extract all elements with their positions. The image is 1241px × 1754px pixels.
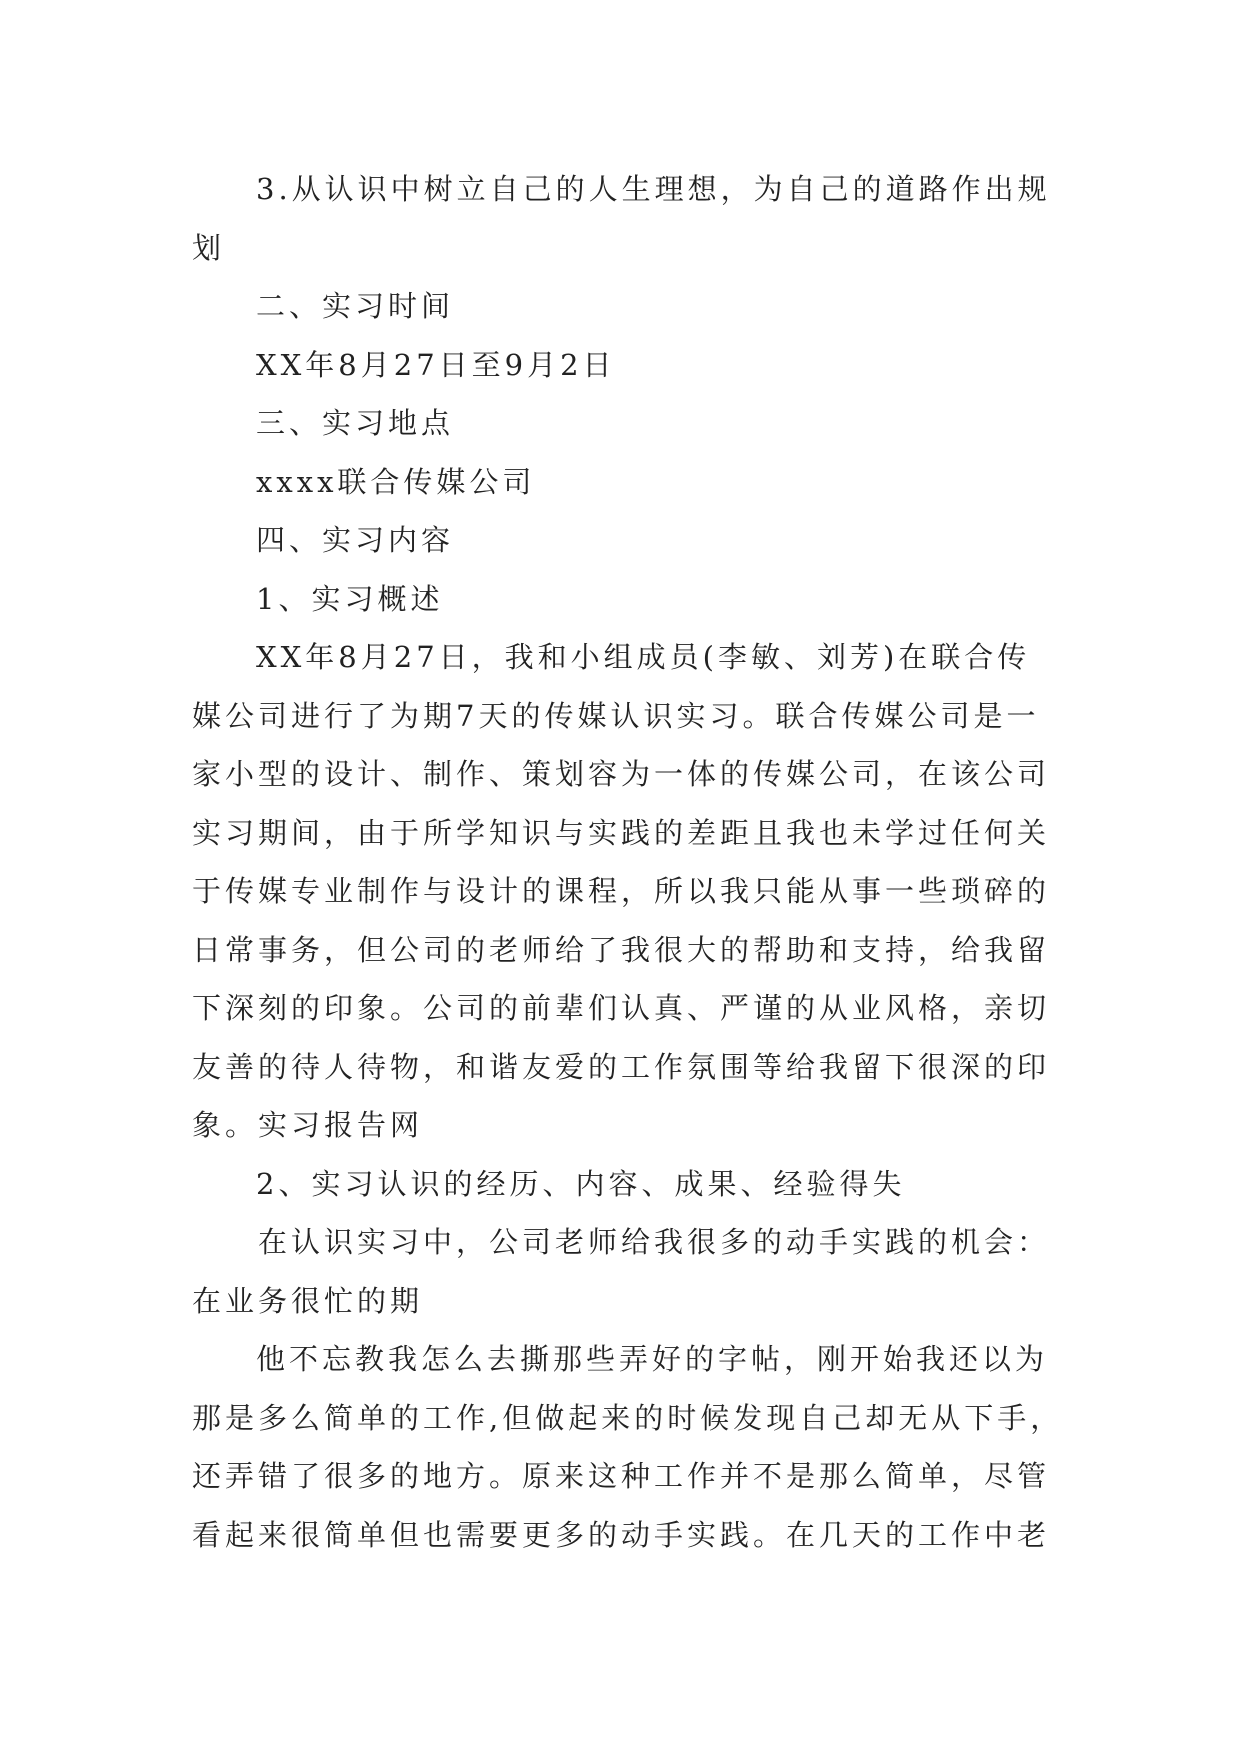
paragraph-line: 实习期间，由于所学知识与实践的差距且我也未学过任何关: [192, 815, 1051, 850]
paragraph-line: 媒公司进行了为期7天的传媒认识实习。联合传媒公司是一: [192, 698, 1040, 733]
paragraph-line: 象。实习报告网: [192, 1108, 424, 1142]
paragraph-line: 家小型的设计、制作、策划容为一体的传媒公司，在该公司: [192, 757, 1051, 791]
paragraph-line: 在认识实习中，公司老师给我很多的动手实践的机会：: [258, 1225, 1051, 1259]
document-body: [192, 160, 1064, 1564]
paragraph-line: 在业务很忙的期: [192, 1283, 424, 1318]
paragraph-line: XX年8月27日，我和小组成员(李敏、刘芳)在联合传: [256, 640, 1031, 674]
paragraph-line: 看起来很简单但也需要更多的动手实践。在几天的工作中老: [192, 1517, 1051, 1552]
section-place-heading: 三、实习地点: [256, 406, 455, 440]
paragraph-line: 日常事务，但公司的老师给了我很大的帮助和支持，给我留: [192, 932, 1051, 967]
section-time-value: XX年8月27日至9月2日: [256, 347, 616, 382]
paragraph-line: 他不忘教我怎么去撕那些弄好的字帖，刚开始我还以为: [256, 1342, 1049, 1376]
item3-line1: 3.从认识中树立自己的人生理想，为自己的道路作出规: [256, 172, 1051, 206]
paragraph-line: 还弄错了很多的地方。原来这种工作并不是那么简单，尽管: [192, 1459, 1051, 1493]
subsection-experience-heading: 2、实习认识的经历、内容、成果、经验得失: [256, 1166, 906, 1201]
section-place-value: xxxx联合传媒公司: [256, 464, 536, 499]
section-time-heading: 二、实习时间: [256, 289, 455, 323]
paragraph-line: 友善的待人待物，和谐友爱的工作氛围等给我留下很深的印: [192, 1049, 1051, 1084]
subsection-overview-heading: 1、实习概述: [256, 581, 444, 616]
paragraph-line: 下深刻的印象。公司的前辈们认真、严谨的从业风格，亲切: [192, 991, 1051, 1025]
item3-line2: 划: [192, 230, 226, 265]
section-content-heading: 四、实习内容: [256, 523, 455, 557]
paragraph-line: 于传媒专业制作与设计的课程，所以我只能从事一些琐碎的: [192, 874, 1051, 908]
paragraph-line: 那是多么简单的工作,但做起来的时候发现自己却无从下手，: [192, 1400, 1064, 1435]
